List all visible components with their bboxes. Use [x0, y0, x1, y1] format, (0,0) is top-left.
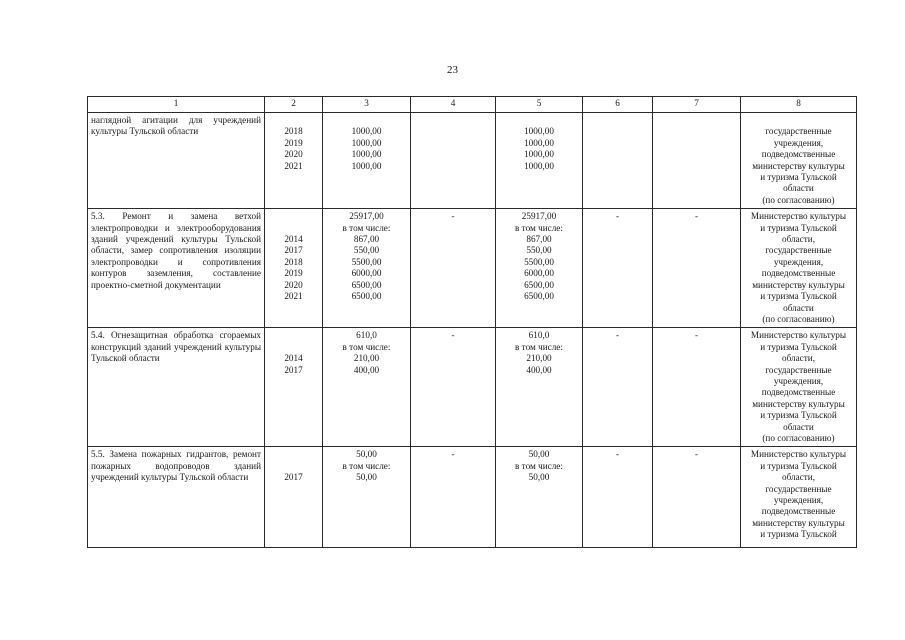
column-header-5: 5 [496, 97, 583, 113]
row-description: 5.3. Ремонт и замена ветхой электропроводки и электрооборудования зданий учреждений культуры Тульской области, замер сопротивления изоляции электропроводки и сопротивления контуров заземления, составление проектно-сметной документации [88, 209, 265, 328]
row-col6: - [583, 328, 653, 447]
row-col4 [411, 113, 496, 209]
row-col5-amount: 25917,00 в том числе: 867,00 550,00 5500,00 6000,00 6500,00 6500,00 [496, 209, 583, 328]
row-col6: - [583, 209, 653, 328]
table-row [88, 209, 857, 328]
row-years: 2017 [265, 447, 323, 548]
row-col7: - [653, 328, 741, 447]
row-years: 2014 2017 2018 2019 2020 2021 [265, 209, 323, 328]
column-header-3: 3 [323, 97, 411, 113]
row-col7 [653, 113, 741, 209]
row-col7: - [653, 447, 741, 548]
row-responsible-org: государственные учреждения, подведомственные министерству культуры и туризма Тульской области (по согласованию) [741, 113, 857, 209]
column-header-8: 8 [741, 97, 857, 113]
row-total-amount: 50,00 в том числе: 50,00 [323, 447, 411, 548]
page-number: 23 [447, 64, 458, 76]
row-description: наглядной агитации для учреждений культуры Тульской области [88, 113, 265, 209]
column-header-1: 1 [88, 97, 265, 113]
row-col7: - [653, 209, 741, 328]
row-col5-amount: 1000,00 1000,00 1000,00 1000,00 [496, 113, 583, 209]
row-col4: - [411, 209, 496, 328]
row-col6 [583, 113, 653, 209]
row-years: 2014 2017 [265, 328, 323, 447]
table-row [88, 113, 857, 209]
table-row [88, 328, 857, 447]
row-col4: - [411, 447, 496, 548]
row-responsible-org: Министерство культуры и туризма Тульской области, государственные учреждения, подведомственные министерству культуры и туризма Тульской области (по согласованию) [741, 328, 857, 447]
row-responsible-org: Министерство культуры и туризма Тульской области, государственные учреждения, подведомственные министерству культуры и туризма Тульской [741, 447, 857, 548]
row-col5-amount: 610,0 в том числе: 210,00 400,00 [496, 328, 583, 447]
row-col6: - [583, 447, 653, 548]
row-total-amount: 610,0 в том числе: 210,00 400,00 [323, 328, 411, 447]
row-total-amount: 25917,00 в том числе: 867,00 550,00 5500,00 6000,00 6500,00 6500,00 [323, 209, 411, 328]
row-col4: - [411, 328, 496, 447]
program-table [87, 96, 857, 548]
row-total-amount: 1000,00 1000,00 1000,00 1000,00 [323, 113, 411, 209]
row-col5-amount: 50,00 в том числе: 50,00 [496, 447, 583, 548]
row-years: 2018 2019 2020 2021 [265, 113, 323, 209]
table-row [88, 447, 857, 548]
row-description: 5.4. Огнезащитная обработка сгораемых конструкций зданий учреждений культуры Тульской области [88, 328, 265, 447]
column-header-4: 4 [411, 97, 496, 113]
column-header-7: 7 [653, 97, 741, 113]
column-header-2: 2 [265, 97, 323, 113]
row-responsible-org: Министерство культуры и туризма Тульской области, государственные учреждения, подведомственные министерству культуры и туризма Тульской области (по согласованию) [741, 209, 857, 328]
column-number-row [88, 97, 857, 113]
column-header-6: 6 [583, 97, 653, 113]
row-description: 5.5. Замена пожарных гидрантов, ремонт пожарных водопроводов зданий учреждений культуры Тульской области [88, 447, 265, 548]
